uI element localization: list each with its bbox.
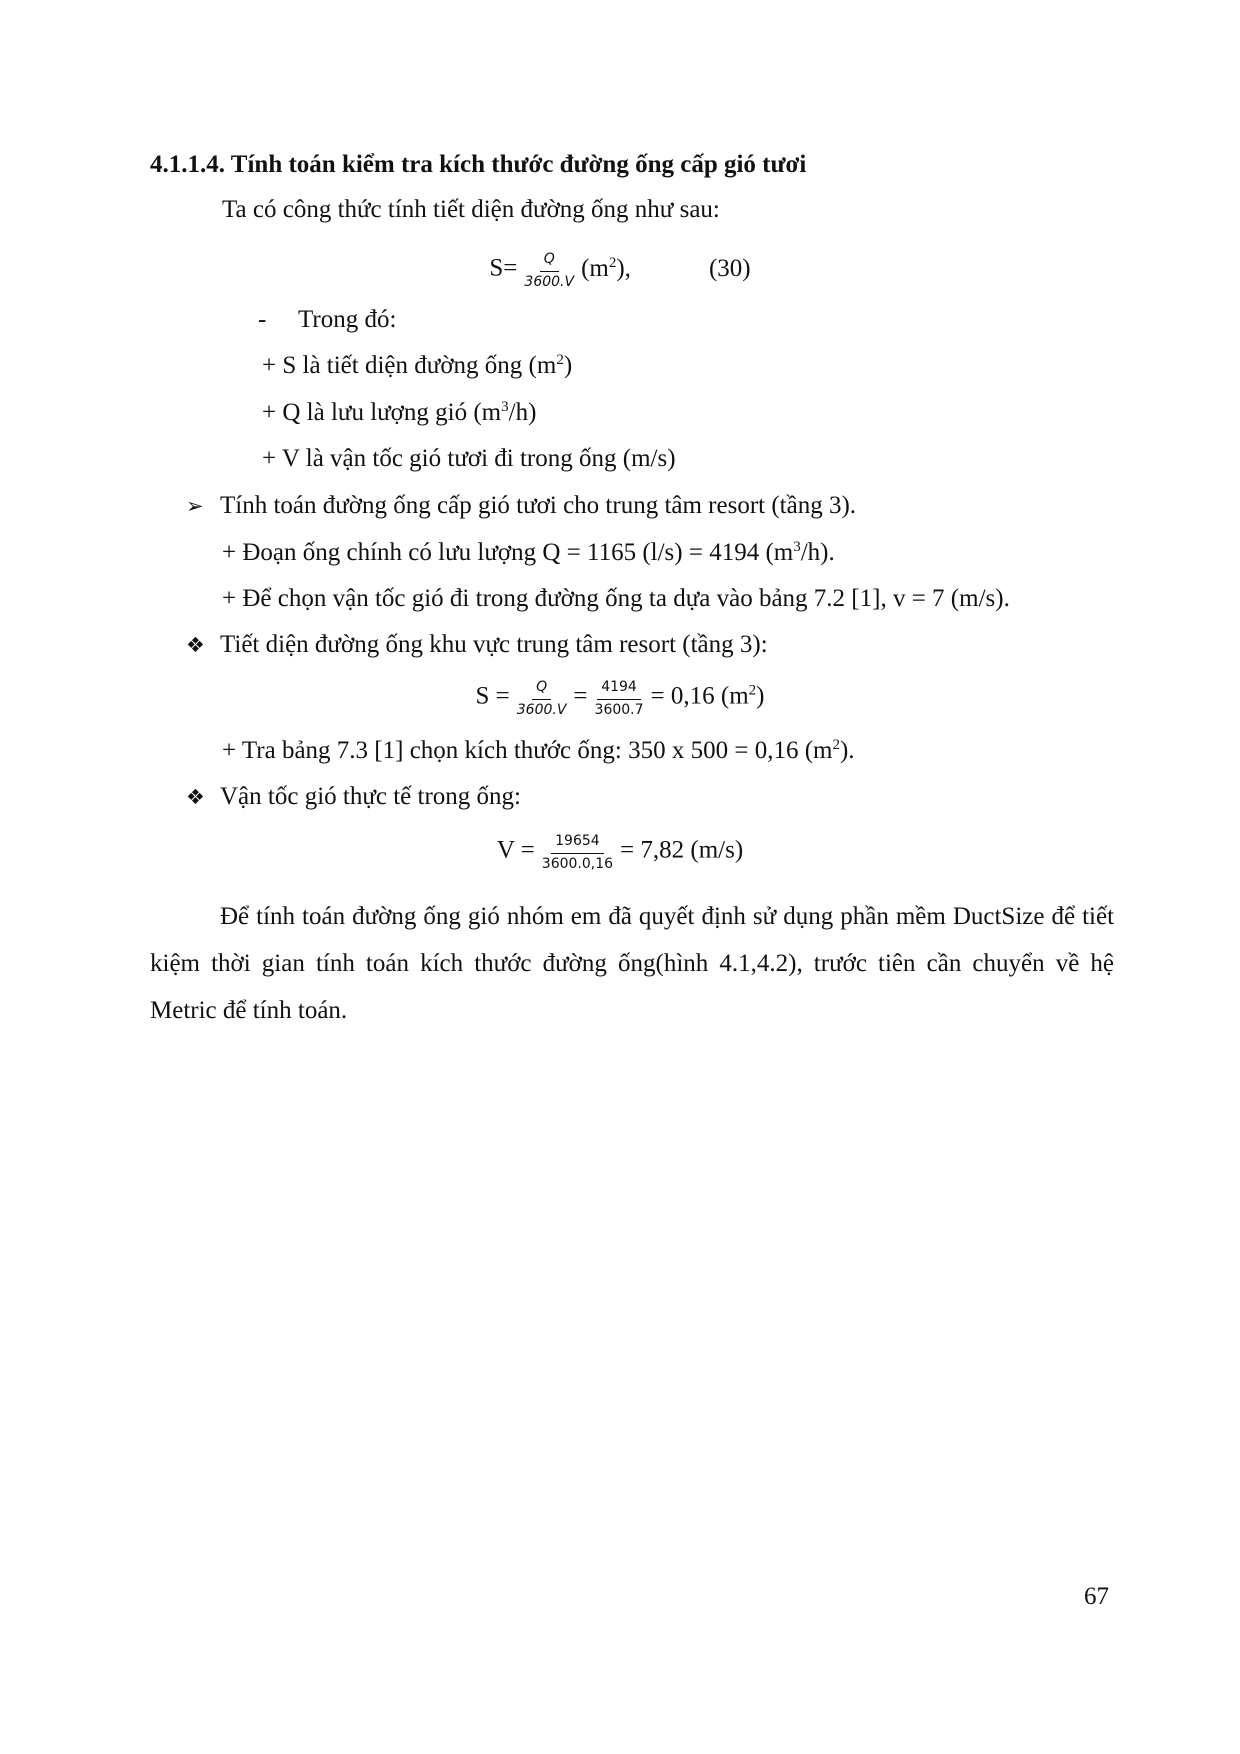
equation-number: (30) [708,254,751,282]
diamond-bullet-icon: ❖ [186,633,205,657]
where-item-s: + S là tiết diện đường ống $(m^2)$ [262,352,573,379]
page-number: 67 [1084,1583,1109,1610]
dash-bullet: - [258,306,267,333]
formula-fraction [520,251,578,291]
velocity-section-title: ❖ Vận tốc gió thực tế trong ống: [186,783,521,810]
fraction-numerator: Q [540,251,559,272]
formula-unit: $(m^2)$, [581,254,631,282]
main-duct-flow: + Đoạn ống chính có lưu lượng Q = 1165 (l/s) = 4194 $(m^3/h)$. [222,539,835,566]
where-text: Trong đó: [298,306,397,333]
formula-lhs: S= [489,254,518,282]
formula-30 [0,250,1240,290]
where-item-v: + V là vận tốc gió tươi đi trong ống (m/s) [262,445,676,472]
fraction-denominator: 3600.V [524,273,575,290]
intro-text: Ta có công thức tính tiết diện đường ống như sau: [222,196,720,223]
velocity-equation: V = $\frac{19654}{3600.0,16}$ = 7,82 (m/s) [496,833,744,872]
arrowhead-bullet-icon: ➢ [186,494,204,518]
arrow-section-title: ➢ Tính toán đường ống cấp gió tươi cho trung tâm resort (tầng 3). [186,492,857,519]
section-heading: 4.1.1.4. Tính toán kiểm tra kích thước đường ống cấp gió tươi [150,151,807,178]
area-fraction-2: $\frac{4194}{3600.7}$ [594,679,644,718]
area-fraction-1: $\frac{Q}{3600.V}$ [516,679,567,718]
velocity-fraction: $\frac{19654}{3600.0,16}$ [541,833,614,872]
area-section-title: ❖ Tiết diện đường ống khu vực trung tâm resort (tầng 3): [186,631,768,658]
closing-paragraph: Để tính toán đường ống gió nhóm em đã quyết định sử dụng phần mềm DuctSize để tiết kiệm thời gian tính toán kích thước đường ống(hình 4.1,4.2), trước tiên cần chuyển về hệ Metric để tính toán. [150,903,1115,1024]
where-item-q: + Q là lưu lượng gió $(m^3/h)$ [262,399,537,426]
diamond-bullet-icon: ❖ [186,785,205,809]
where-label [258,307,396,332]
velocity-choice: + Để chọn vận tốc gió đi trong đường ống ta dựa vào bảng 7.2 [1], v = 7 (m/s). [222,585,1010,612]
area-equation: S = $\frac{Q}{3600.V}$ = $\frac{4194}{3600.7}$ = 0,16 $(m^2)$ [475,679,765,718]
duct-size-lookup: + Tra bảng 7.3 [1] chọn kích thước ống: 350 x 500 = 0,16 $(m^2)$. [222,737,855,764]
